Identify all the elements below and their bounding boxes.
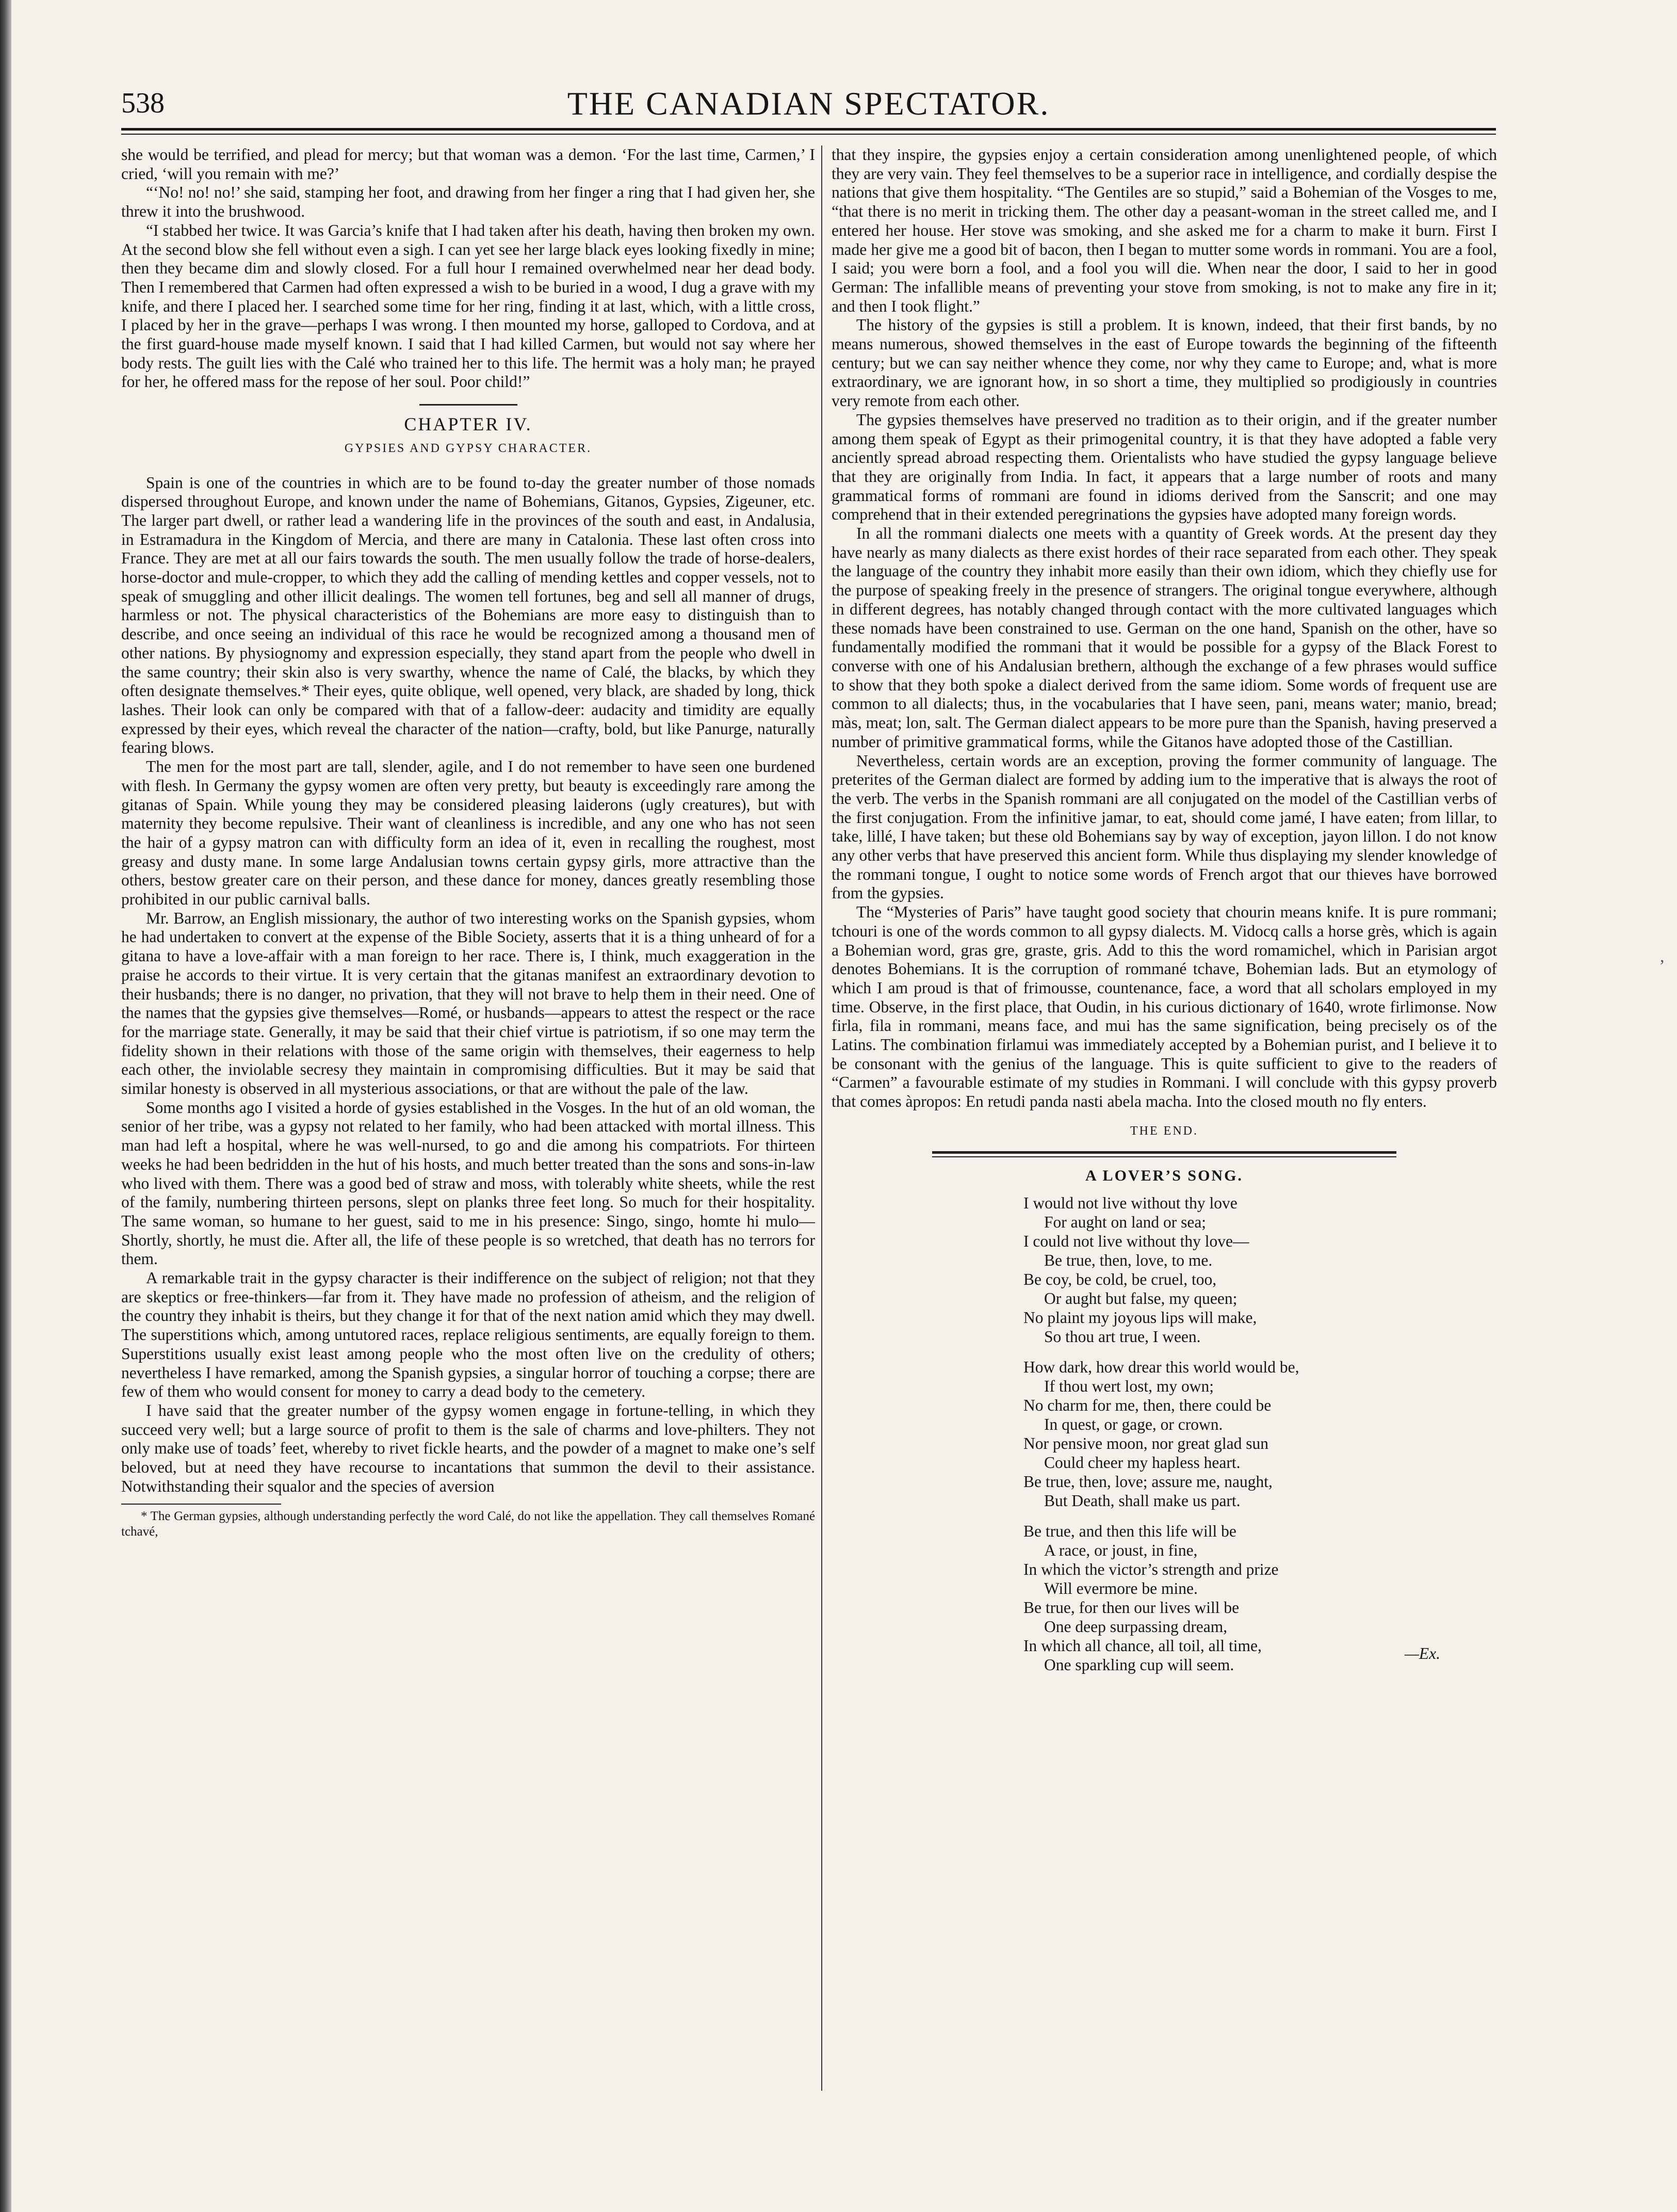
poem-line: One sparkling cup will seem. xyxy=(1044,1656,1234,1674)
chapter-paragraph: The “Mysteries of Paris” have taught good society that chourin means knife. It is pure rommani; tchouri is one of the words common to all gypsy dialects. M. Vidocq calls a horse grès, which is again a Bohemian word, gras gre, graste, gris. Add to this the word romamichel, which in Parisian argot denotes Bohemians. It is the corruption of rommané tchave, Bohemian lads. But an etymology of which I am proud is that of frimousse, countenance, face, a word that all scholars employed in my time. Observe, in the first place, that Oudin, in his curious dictionary of 1640, wrote firlimonse. Now firla, fila in rommani, means face, and mui has the same signification, being precisely os of the Latins. The combination firlamui was immediately accepted by a Bohemian purist, and I believe it to be consonant with the genius of the language. This is quite sufficient to give to the readers of “Carmen” a favourable estimate of my studies in Rommani. I will conclude with this gypsy proverb that comes àpropos: En retudi panda nasti abela macha. Into the closed mouth no fly enters. xyxy=(832,903,1497,1111)
poem-line: One deep surpassing dream, xyxy=(1044,1618,1228,1636)
poem-line: I could not live without thy love— xyxy=(1023,1232,1249,1251)
poem-attribution: —Ex. xyxy=(1404,1644,1440,1663)
column-divider xyxy=(821,146,822,2091)
poem-line: In quest, or gage, or crown. xyxy=(1044,1415,1223,1434)
poem-title: A LOVER’S SONG. xyxy=(1085,1167,1243,1184)
margin-mark: , xyxy=(1660,947,1665,966)
chapter-paragraph: In all the rommani dialects one meets with a quantity of Greek words. At the present day they have nearly as many dialects as there exist hordes of their race separated from each other. They speak the language of the country they inhabit more easily than their own idiom, which they chiefly use for the purpose of speaking freely in the presence of strangers. The original tongue everywhere, although in different degrees, has notably changed through contact with the more cultivated languages which these nomads have been constrained to use. German on the one hand, Spanish on the other, have so fundamentally modified the rommani that it would be possible for a gypsy of the Black Forest to converse with one of his Andalusian brethern, although the exchange of a few phrases would suffice to show that they both spoke a dialect derived from the same idiom. Some words of frequent use are common to all dialects; thus, in the vocabularies that I have seen, pani, means water; manio, bread; màs, meat; lon, salt. The German dialect appears to be more pure than the Spanish, having preserved a number of primitive grammatical forms, while the Gitanos have adopted those of the Castillian. xyxy=(832,524,1497,751)
story-paragraph: “‘No! no! no!’ she said, stamping her foot, and drawing from her finger a ring that I had given her, she threw it into the brushwood. xyxy=(121,183,815,221)
story-paragraph: she would be terrified, and plead for mercy; but that woman was a demon. ‘For the last time, Carmen,’ I cried, ‘will you remain with me?’ xyxy=(121,146,815,183)
poem-line: Be true, then, love, to me. xyxy=(1044,1251,1213,1270)
journal-title: THE CANADIAN SPECTATOR. xyxy=(567,85,1050,122)
poem-line: No charm for me, then, there could be xyxy=(1023,1396,1272,1415)
story-paragraph: “I stabbed her twice. It was Garcia’s knife that I had taken after his death, having then broken my own. At the second blow she fell without even a sigh. I can yet see her large black eyes looking fixedly in mine; then they became dim and slowly closed. For a full hour I remained overwhelmed near her dead body. Then I remembered that Carmen had often expressed a wish to be buried in a wood, I dug a grave with my knife, and there I placed her. I searched some time for her ring, finding it at last, which, with a little cross, I placed by her in the grave—perhaps I was wrong. I then mounted my horse, galloped to Cordova, and at the first guard-house made myself known. I said that I had killed Carmen, but would not say where her body rests. The guilt lies with the Calé who trained her to this life. The hermit was a holy man; he prayed for her, he offered mass for the repose of her soul. Poor child!” xyxy=(121,221,815,391)
poem-line: Be true, then, love; assure me, naught, xyxy=(1023,1473,1273,1491)
chapter-paragraph: The history of the gypsies is still a problem. It is known, indeed, that their first bands, by no means numerous, showed themselves in the east of Europe towards the beginning of the fifteenth century; but we can say neither whence they come, nor why they came to Europe; and, what is more extraordinary, we are ignorant how, in so short a time, they multiplied so prodigiously in countries very remote from each other. xyxy=(832,316,1497,410)
chapter-paragraph: The men for the most part are tall, slender, agile, and I do not remember to have seen one burdened with flesh. In Germany the gypsy women are often very pretty, but beauty is exceedingly rare among the gitanas of Spain. While young they may be considered pleasing laiderons (ugly creatures), but with maternity they become repulsive. Their want of cleanliness is incredible, and any one who has not seen the hair of a gypsy matron can with difficulty form an idea of it, even in recalling the roughest, most greasy and dusty mane. In some large Andalusian towns certain gypsy girls, more attractive than the others, bestow greater care on their person, and these dance for money, dances greatly resembling those prohibited in our public carnival balls. xyxy=(121,757,815,909)
poem-line: In which all chance, all toil, all time, xyxy=(1023,1637,1262,1655)
chapter-title: CHAPTER IV. xyxy=(404,414,532,435)
poem-line: I would not live without thy love xyxy=(1023,1194,1238,1213)
page-header xyxy=(121,87,1496,128)
chapter-paragraph: The gypsies themselves have preserved no tradition as to their origin, and if the greater number among them speak of Egypt as their primogenital country, it is that they have adopted a fable very anciently spread abroad respecting them. Orientalists who have studied the gypsy language believe that they are originally from India. In fact, it appears that a large number of roots and many grammatical forms of rommani are found in idioms derived from the Sanscrit; and one may comprehend that in their extended peregrinations the gypsies have adopted many foreign words. xyxy=(832,410,1497,524)
poem-line: So thou art true, I ween. xyxy=(1044,1328,1201,1346)
poem-separator-rule xyxy=(932,1151,1396,1157)
poem-line: For aught on land or sea; xyxy=(1044,1213,1207,1232)
poem-line: Be coy, be cold, be cruel, too, xyxy=(1023,1270,1217,1289)
chapter-subtitle: GYPSIES AND GYPSY CHARACTER. xyxy=(344,441,592,455)
poem-line: Could cheer my hapless heart. xyxy=(1044,1454,1241,1472)
poem-line: If thou wert lost, my own; xyxy=(1044,1377,1214,1396)
poem-stanza xyxy=(1023,1193,1497,1346)
poem-line: Be true, for then our lives will be xyxy=(1023,1599,1240,1617)
chapter-paragraph: A remarkable trait in the gypsy character is their indifference on the subject of religion; not that they are skeptics or free-thinkers—far from it. They have made no profession of atheism, and the religion of the country they inhabit is theirs, but they change it for that of the next nation amid which they may dwell. The superstitions which, among untutored races, replace religious sentiments, are equally foreign to them. Superstitions usually exist least among people who the most often live on the credulity of others; nevertheless I have remarked, among the Spanish gypsies, a singular horror of touching a corpse; there are few of them who would consent for money to carry a dead body to the cemetery. xyxy=(121,1269,815,1401)
poem-line: How dark, how drear this world would be, xyxy=(1023,1358,1299,1377)
poem-line: No plaint my joyous lips will make, xyxy=(1023,1309,1257,1327)
poem-stanza xyxy=(1023,1358,1497,1510)
poem-line: Or aught but false, my queen; xyxy=(1044,1289,1238,1308)
chapter-paragraph: Nevertheless, certain words are an exception, proving the former community of language. The preterites of the German dialect are formed by adding ium to the imperative that is always the root of the verb. The verbs in the Spanish rommani are all conjugated on the model of the Castillian verbs of the first conjugation. From the infinitive jamar, to eat, should come jamé, I have eaten; from lillar, to take, lillé, I have taken; but these old Bohemians say by way of exception, jayon lillon. I do not know any other verbs that have preserved this ancient form. While thus displaying my slender knowledge of the rommani tongue, I ought to notice some words of French argot that our thieves have borrowed from the gypsies. xyxy=(832,751,1497,902)
poem-line: Be true, and then this life will be xyxy=(1023,1522,1236,1541)
chapter-paragraph: Spain is one of the countries in which are to be found to-day the greater number of those nomads dispersed throughout Europe, and known under the name of Bohemians, Gitanos, Gypsies, Zigeuner, etc. The larger part dwell, or rather lead a wandering life in the provinces of the south and east, in Andalusia, in Estramadura in the Kingdom of Mercia, and there are many in Catalonia. These last often cross into France. They are met at all our fairs towards the south. The men usually follow the trade of horse-dealers, horse-doctor and mule-cropper, to which they add the calling of mending kettles and copper vessels, not to speak of smuggling and other illicit dealings. The women tell fortunes, beg and sell all manner of drugs, harmless or not. The physical characteristics of the Bohemians are more easy to distinguish than to describe, and once seeing an individual of this race he would be recognized among a thousand men of other nations. By physiognomy and expression especially, they stand apart from the people who dwell in the same country; their skin also is very swarthy, whence the name of Calé, the blacks, by which they often designate themselves.* Their eyes, quite oblique, well opened, very black, are shaded by long, thick lashes. Their look can only be compared with that of a fallow-deer: audacity and timidity are equally expressed by their eyes, which reveal the character of the nation—crafty, bold, but like Panurge, naturally fearing blows. xyxy=(121,473,815,757)
chapter-paragraph: Some months ago I visited a horde of gysies established in the Vosges. In the hut of an old woman, the senior of her tribe, was a gypsy not related to her family, who had been attacked with mortal illness. This man had left a hospital, where he was well-nursed, to go and die among his compatriots. For thirteen weeks he had been bedridden in the hut of his hosts, and much better treated than the sons and sons-in-law who lived with them. There was a good bed of straw and moss, with tolerably white sheets, while the rest of the family, numbering thirteen persons, slept on planks three feet long. So much for their hospitality. The same woman, so humane to her guest, said to me in his presence: Singo, singo, homte hi mulo—Shortly, shortly, he must die. After all, the life of these people is so wretched, that death has no terrors for them. xyxy=(121,1098,815,1268)
chapter-paragraph: that they inspire, the gypsies enjoy a certain consideration among unenlightened people, of which they are very vain. They feel themselves to be a superior race in intelligence, and cordially despise the nations that give them hospitality. “The Gentiles are so stupid,” said a Bohemian of the Vosges to me, “that there is no merit in tricking them. The other day a peasant-woman in the street called me, and I entered her house. Her stove was smoking, and she asked me for a charm to make it burn. First I made her give me a good bit of bacon, then I began to mutter some words in rommani. You are a fool, I said; you were born a fool, and a fool you will die. When near the door, I said to her in good German: The infallible means of preventing your stove from smoking, is not to make any fire in it; and then I took flight.” xyxy=(832,146,1497,315)
footnote-rule xyxy=(121,1504,281,1505)
chapter-paragraph: Mr. Barrow, an English missionary, the author of two interesting works on the Spanish gypsies, whom he had undertaken to convert at the expense of the Bible Society, asserts that it is a thing unheard of for a gitana to have a love-affair with a man foreign to her race. There is, I think, much exaggeration in the praise he accords to their virtue. It is very certain that the gitanas manifest an extraordinary devotion to their husbands; there is no danger, no privation, that they will not brave to help them in their need. One of the names that the gypsies give themselves—Romé, or husbands—appears to attest the respect or the race for the marriage state. Generally, it may be said that their chief virtue is patriotism, if so one may term the fidelity shown in their relations with those of the same origin with themselves, their eagerness to help each other, the inviolable secresy they maintain in compromising difficulties. But it may be said that similar honesty is observed in all mysterious associations, or that are without the pale of the law. xyxy=(121,909,815,1098)
poem-line: Nor pensive moon, nor great glad sun xyxy=(1023,1434,1269,1453)
chapter-paragraph: I have said that the greater number of the gypsy women engage in fortune-telling, in which they succeed very well; but a large source of profit to them is the sale of charms and love-philters. They not only make use of toads’ feet, whereby to rivet fickle hearts, and the powder of a magnet to make one’s self beloved, but at need they have recourse to incantations that summon the devil to their assistance. Notwithstanding their squalor and the species of aversion xyxy=(121,1401,815,1495)
left-column xyxy=(121,146,815,1540)
poem-line: But Death, shall make us part. xyxy=(1044,1492,1241,1510)
page-binding-edge xyxy=(0,0,11,2212)
poem-line: In which the victor’s strength and prize xyxy=(1023,1560,1279,1579)
footnote: * The German gypsies, although understanding perfectly the word Calé, do not like the appellation. They call themselves Romané tchavé, xyxy=(121,1509,815,1539)
header-rule-thin xyxy=(121,134,1496,135)
header-rule-thick xyxy=(121,128,1496,131)
poem-line: Will evermore be mine. xyxy=(1044,1579,1198,1598)
chapter-rule xyxy=(419,404,517,406)
poem-line: A race, or joust, in fine, xyxy=(1044,1541,1198,1560)
right-column xyxy=(832,146,1497,1686)
page-number: 538 xyxy=(121,87,165,119)
poem xyxy=(1023,1193,1497,1674)
end-label: THE END. xyxy=(1130,1124,1198,1138)
